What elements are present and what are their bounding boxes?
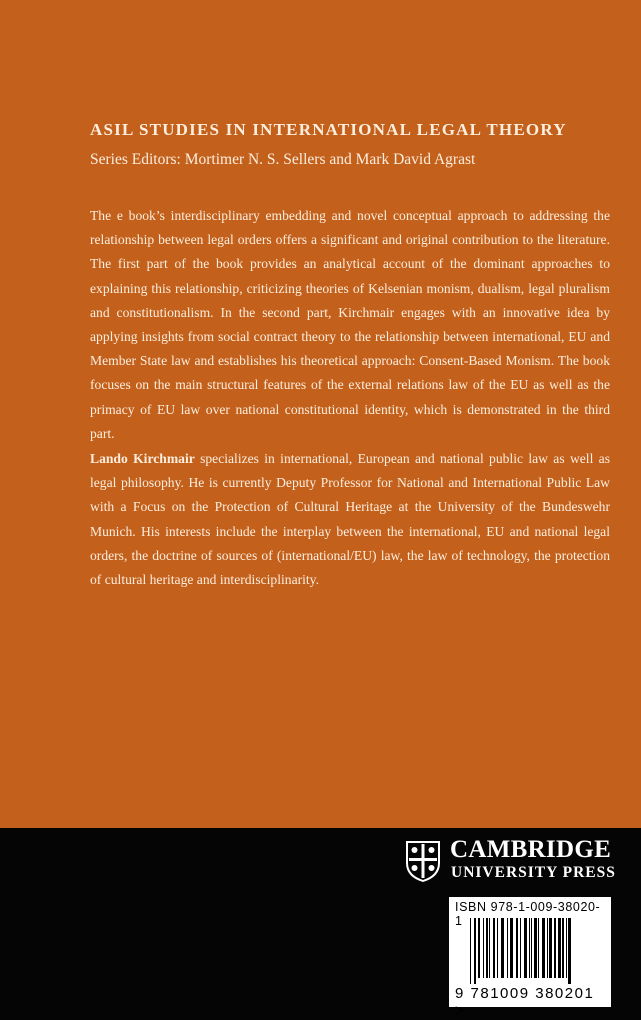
barcode-bar (568, 918, 571, 984)
author-bio (90, 447, 610, 592)
barcode-bar (483, 918, 484, 978)
barcode-bars (470, 918, 595, 984)
barcode-bar (507, 918, 508, 978)
barcode-bar (538, 918, 539, 978)
barcode-bar (516, 918, 518, 978)
barcode-bar (478, 918, 480, 978)
barcode-bar (566, 918, 567, 978)
publisher-subtitle: UNIVERSITY PRESS (451, 864, 616, 881)
barcode-bar (554, 918, 556, 978)
series-title: ASIL STUDIES IN INTERNATIONAL LEGAL THEORY (90, 120, 567, 139)
barcode-bar (486, 918, 488, 978)
barcode-bar (547, 918, 548, 978)
series-editors: Series Editors: Mortimer N. S. Sellers and Mark David Agrast (90, 151, 476, 168)
author-name: Lando Kirchmair (90, 451, 195, 466)
barcode-bar (562, 918, 564, 978)
barcode-bar (470, 918, 471, 984)
publisher-name: CAMBRIDGE (450, 836, 612, 863)
barcode-bar (497, 918, 498, 978)
barcode-bar (524, 918, 527, 978)
barcode-bar (531, 918, 532, 978)
barcode-bar (549, 918, 552, 978)
barcode-digits: 9 781009 380201 > (455, 985, 595, 1019)
barcode-bar (510, 918, 513, 978)
book-description: The e book’s interdisciplinary embedding and novel conceptual approach to addressing the relationship between legal orders offers a significant and original contribution to the literature. The first part of the book provides an analytical account of the dominant approaches to explaining this relationship, criticizing theories of Kelsenian monism, dualism, legal pluralism and constitutionalism. In the second part, Kirchmair engages with an innovative idea by applying insights from social contract theory to the relationship between international, EU and Member State law and establishes his theoretical approach: Consent-Based Monism. The book focuses on the main structural features of the external relations law of the EU as well as the primacy of EU law over national constitutional identity, which is demonstrated in the third part. (90, 208, 610, 441)
isbn-label: ISBN 978-1-009-38020-1 (455, 900, 601, 928)
barcode-bar (558, 918, 561, 978)
barcode-bar (534, 918, 537, 978)
barcode-bar (489, 918, 490, 978)
author-bio-text: specializes in international, European and national public law as well as legal philosophy. He is currently Deputy Professor for National and International Public Law with a Focus on the Protection of Cultural Heritage at the University of the Bundeswehr Munich. His interests include the interplay between the international, EU and national legal orders, the doctrine of sources of (international/EU) law, the law of technology, the protection of cultural heritage and interdisciplinarity. (90, 451, 610, 588)
cambridge-crest-icon (404, 839, 442, 883)
barcode-bar (542, 918, 545, 978)
barcode-bar (474, 918, 476, 984)
barcode-bar (501, 918, 504, 978)
barcode-bar (493, 918, 495, 978)
barcode-bar (520, 918, 521, 978)
barcode-bar (529, 918, 530, 978)
